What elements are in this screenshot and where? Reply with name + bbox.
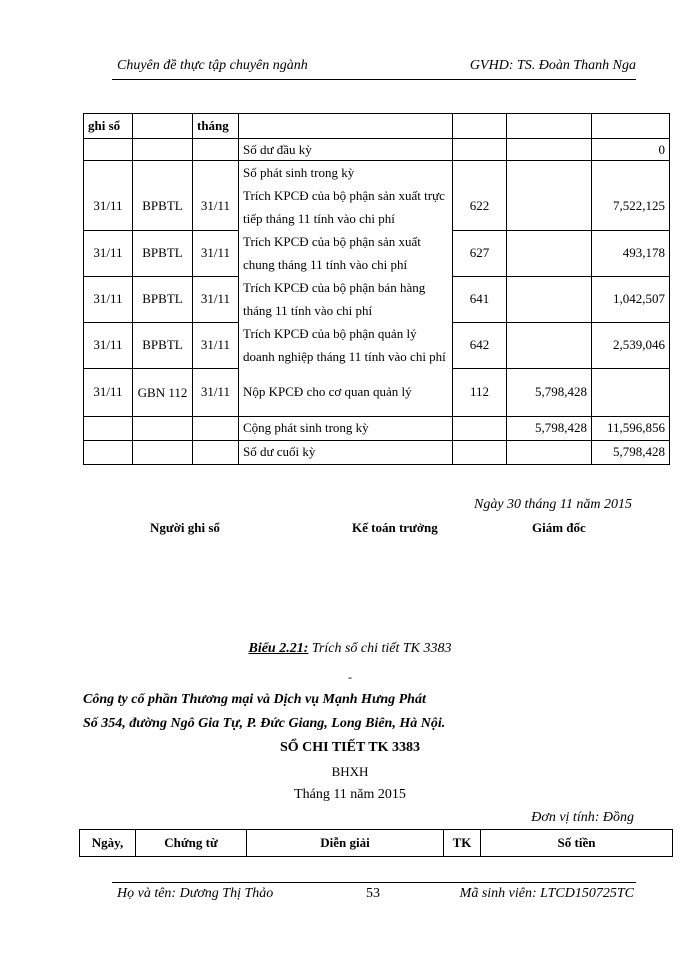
- header-cell: Diễn giải: [247, 830, 444, 857]
- row-date: 31/11: [84, 368, 133, 416]
- opening-balance: 0: [592, 139, 670, 161]
- row-desc: Nộp KPCĐ cho cơ quan quản lý: [239, 368, 453, 416]
- row-debit: [507, 230, 592, 276]
- ledger-title: SỔ CHI TIẾT TK 3383: [279, 740, 421, 755]
- row-desc: Trích KPCĐ của bộ phận sản xuất trực tiếp tháng 11 tính vào chi phí: [243, 188, 445, 226]
- header-right: GVHD: TS. Đoàn Thanh Nga: [469, 58, 636, 73]
- row-account: 622: [453, 161, 507, 231]
- row-doc: GBN 112: [133, 368, 193, 416]
- total-label: Cộng phát sinh trong kỳ: [239, 416, 453, 440]
- row-credit: 493,178: [592, 230, 670, 276]
- row-desc: Trích KPCĐ của bộ phận sản xuất chung tháng 11 tính vào chi phí: [239, 230, 453, 276]
- row-desc-cell: [239, 161, 453, 231]
- row-debit: 5,798,428: [507, 368, 592, 416]
- footer-right: Mã sinh viên: LTCD150725TC: [459, 886, 634, 901]
- row-desc: Trích KPCĐ của bộ phận bán hàng tháng 11 tính vào chi phí: [239, 276, 453, 322]
- row-debit: [507, 161, 592, 231]
- table-row: [84, 322, 670, 368]
- row-doc-date: 31/11: [193, 276, 239, 322]
- ledger-month: Tháng 11 năm 2015: [294, 787, 406, 802]
- row-doc: BPBTL: [133, 161, 193, 231]
- figure-caption: [0, 641, 700, 657]
- table-row: [84, 161, 670, 231]
- row-date: 31/11: [84, 230, 133, 276]
- table-header-row: [80, 830, 673, 857]
- table-row: [84, 230, 670, 276]
- table-row: [84, 368, 670, 416]
- ledger-subtitle: BHXH: [331, 764, 369, 779]
- footer-left: Họ và tên: Dương Thị Thảo: [117, 886, 274, 901]
- row-doc-date: 31/11: [193, 368, 239, 416]
- header-left: Chuyên đề thực tập chuyên ngành: [117, 58, 308, 73]
- header-cell: [453, 114, 507, 139]
- row-credit: [592, 368, 670, 416]
- signature-director: Giám đốc: [532, 520, 586, 535]
- ledger-table-bottom: [79, 829, 673, 857]
- header-cell: tháng: [193, 114, 239, 139]
- footer-rule: [112, 882, 636, 883]
- row-date: 31/11: [84, 276, 133, 322]
- dash-separator: -: [348, 670, 352, 684]
- opening-balance-row: [84, 139, 670, 161]
- signature-recorder: Người ghi sổ: [150, 520, 220, 535]
- row-date: 31/11: [84, 322, 133, 368]
- row-account: 642: [453, 322, 507, 368]
- row-credit: 1,042,507: [592, 276, 670, 322]
- caption-text: Trích sổ chi tiết TK 3383: [308, 641, 452, 656]
- row-credit: 2,539,046: [592, 322, 670, 368]
- row-doc-date: 31/11: [193, 322, 239, 368]
- caption-label: Biểu 2.21:: [248, 641, 309, 656]
- row-doc: BPBTL: [133, 230, 193, 276]
- header-cell: Ngày,: [80, 830, 136, 857]
- total-row: [84, 416, 670, 440]
- total-debit: 5,798,428: [507, 416, 592, 440]
- row-debit: [507, 276, 592, 322]
- row-account: 627: [453, 230, 507, 276]
- row-debit: [507, 322, 592, 368]
- header-cell: Số tiền: [481, 830, 673, 857]
- row-credit: 7,522,125: [592, 161, 670, 231]
- company-address: Số 354, đường Ngô Gia Tự, P. Đức Giang, Long Biên, Hà Nội.: [83, 716, 446, 731]
- table-header-row: [84, 114, 670, 139]
- ledger-table-top: [83, 113, 670, 465]
- opening-label: Số dư đầu kỳ: [239, 139, 453, 161]
- date-line: Ngày 30 tháng 11 năm 2015: [473, 497, 632, 512]
- row-desc: Trích KPCĐ của bộ phận quản lý doanh nghiệp tháng 11 tính vào chi phí: [239, 322, 453, 368]
- unit-label: Đơn vị tính: Đồng: [531, 810, 634, 825]
- closing-label: Số dư cuối kỳ: [239, 440, 453, 464]
- header-cell: TK: [444, 830, 481, 857]
- row-doc: BPBTL: [133, 276, 193, 322]
- row-doc-date: 31/11: [193, 161, 239, 231]
- closing-credit: 5,798,428: [592, 440, 670, 464]
- closing-balance-row: [84, 440, 670, 464]
- header-cell: [133, 114, 193, 139]
- header-rule: [112, 79, 636, 80]
- row-account: 641: [453, 276, 507, 322]
- total-credit: 11,596,856: [592, 416, 670, 440]
- table-row: [84, 276, 670, 322]
- header-cell: ghi sổ: [84, 114, 133, 139]
- row-date: 31/11: [84, 161, 133, 231]
- row-doc: BPBTL: [133, 322, 193, 368]
- signature-chief-accountant: Kế toán trưởng: [352, 520, 438, 535]
- header-cell: [239, 114, 453, 139]
- header-cell: Chứng từ: [136, 830, 247, 857]
- row-doc-date: 31/11: [193, 230, 239, 276]
- header-cell: [592, 114, 670, 139]
- page-number: 53: [366, 886, 380, 901]
- row-account: 112: [453, 368, 507, 416]
- company-name: Công ty cổ phần Thương mại và Dịch vụ Mạnh Hưng Phát: [83, 692, 426, 707]
- arising-label: Số phát sinh trong kỳ: [243, 165, 355, 180]
- header-cell: [507, 114, 592, 139]
